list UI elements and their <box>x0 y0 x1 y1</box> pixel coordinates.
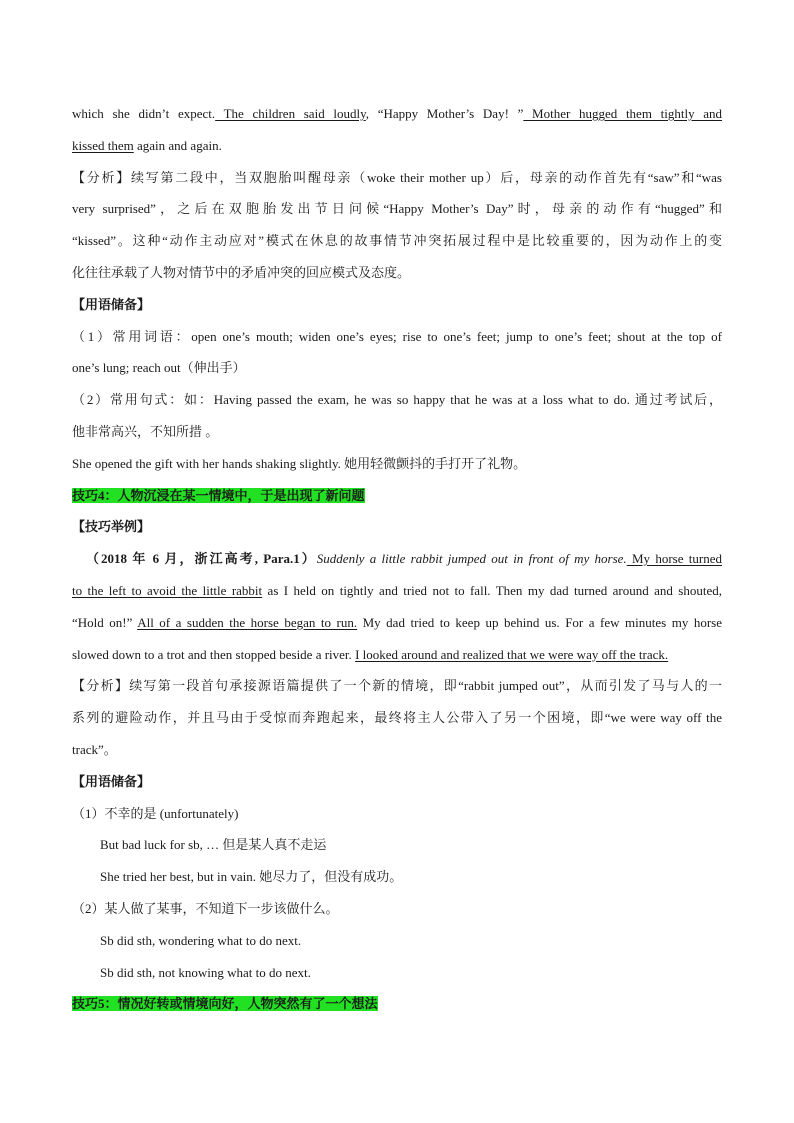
example-text-line <box>72 607 722 639</box>
underlined-sentence: The children said loudly <box>215 106 366 121</box>
text-run: as I held on tightly and tried not to fall. Then my dad turned around and shouted, <box>262 582 722 598</box>
phrase-list-line: （1）不幸的是 (unfortunately) <box>72 805 239 821</box>
phrase-example-line: Sb did sth, not knowing what to do next. <box>100 964 311 980</box>
underlined-sentence: I looked around and realized that we were way off the track. <box>355 646 669 662</box>
text-run: “Hold on!” <box>72 614 138 630</box>
analysis-paragraph-line: 化往往承载了人物对情节中的矛盾冲突的回应模式及态度。 <box>72 264 411 280</box>
document-page <box>72 98 722 1020</box>
example-source: （2018 年 6 月，浙江高考, Para.1） <box>86 551 317 567</box>
example-text-line <box>72 130 722 162</box>
example-text-line <box>72 639 722 671</box>
tip-heading <box>72 988 722 1020</box>
phrase-list-line: （2）某人做了某事，不知道下一步该做什么。 <box>72 900 339 916</box>
underlined-sentence: to the left to avoid the little rabbit <box>72 582 263 598</box>
phrase-example-line: She tried her best, but in vain. 她尽力了，但没有成功。 <box>100 869 403 885</box>
text-run: slowed down to a trot and then stopped beside a river. <box>72 646 356 662</box>
underlined-sentence: Mother hugged them tightly and <box>523 106 723 121</box>
tip-heading <box>72 480 722 512</box>
phrase-list-line: 他非常高兴，不知所措 。 <box>72 423 219 439</box>
phrase-example-line: But bad luck for sb, … 但是某人真不走运 <box>100 837 327 853</box>
source-sentence: Suddenly a little rabbit jumped out in front of my horse. <box>316 551 627 567</box>
text-run: which she didn’t expect. <box>72 106 216 121</box>
underlined-sentence: All of a sudden the horse began to run. <box>137 614 358 630</box>
section-heading: 【用语储备】 <box>72 773 151 789</box>
analysis-paragraph-line: 【分析】续写第一段首句承接源语篇提供了一个新的情境，即“rabbit jumped out”，从而引发了马与人的一 <box>72 678 722 694</box>
underlined-sentence: My horse turned <box>626 551 722 567</box>
phrase-example-line: Sb did sth, wondering what to do next. <box>100 932 302 948</box>
analysis-paragraph-line: track”。 <box>72 741 117 757</box>
analysis-paragraph-line: 系列的避险动作，并且马由于受惊而奔跑起来，最终将主人公带入了另一个困境，即“we were way off the <box>72 710 722 726</box>
section-heading: 【技巧举例】 <box>72 519 151 535</box>
phrase-list-line: one’s lung; reach out（伸出手） <box>72 360 246 376</box>
underlined-sentence: kissed them <box>72 137 134 153</box>
example-text-line <box>72 543 722 575</box>
text-run: , “Happy Mother’s Day! ” <box>365 106 524 121</box>
text-run: My dad tried to keep up behind us. For a few minutes my horse <box>357 614 723 630</box>
analysis-paragraph-line: “kissed”。这种“动作主动应对”模式在休息的故事情节冲突拓展过程中是比较重要的，因为动作上的变 <box>72 233 722 249</box>
analysis-paragraph-line: very surprised”，之后在双胞胎发出节日问候“Happy Mother’s Day”时，母亲的动作有“hugged”和 <box>72 201 722 217</box>
highlighted-tip-title: 技巧5：情况好转或情境向好，人物突然有了一个想法 <box>72 996 378 1012</box>
text-run: again and again. <box>133 137 222 153</box>
analysis-paragraph-line: 【分析】续写第二段中，当双胞胎叫醒母亲（woke their mother up）后，母亲的动作首先有“saw”和“was <box>72 169 722 185</box>
highlighted-tip-title: 技巧4：人物沉浸在某一情境中，于是出现了新问题 <box>72 487 365 503</box>
section-heading: 【用语储备】 <box>72 296 151 312</box>
phrase-list-line: （2）常用句式：如：Having passed the exam, he was so happy that he was at a loss what to do. 通过考试后， <box>72 392 722 408</box>
phrase-list-line: （1）常用词语：open one’s mouth; widen one’s eyes; rise to one’s feet; jump to one’s feet; shout at the top of <box>72 328 722 344</box>
example-text-line <box>72 575 722 607</box>
example-text-line <box>72 98 722 130</box>
phrase-list-line: She opened the gift with her hands shaking slightly. 她用轻微颤抖的手打开了礼物。 <box>72 455 527 471</box>
